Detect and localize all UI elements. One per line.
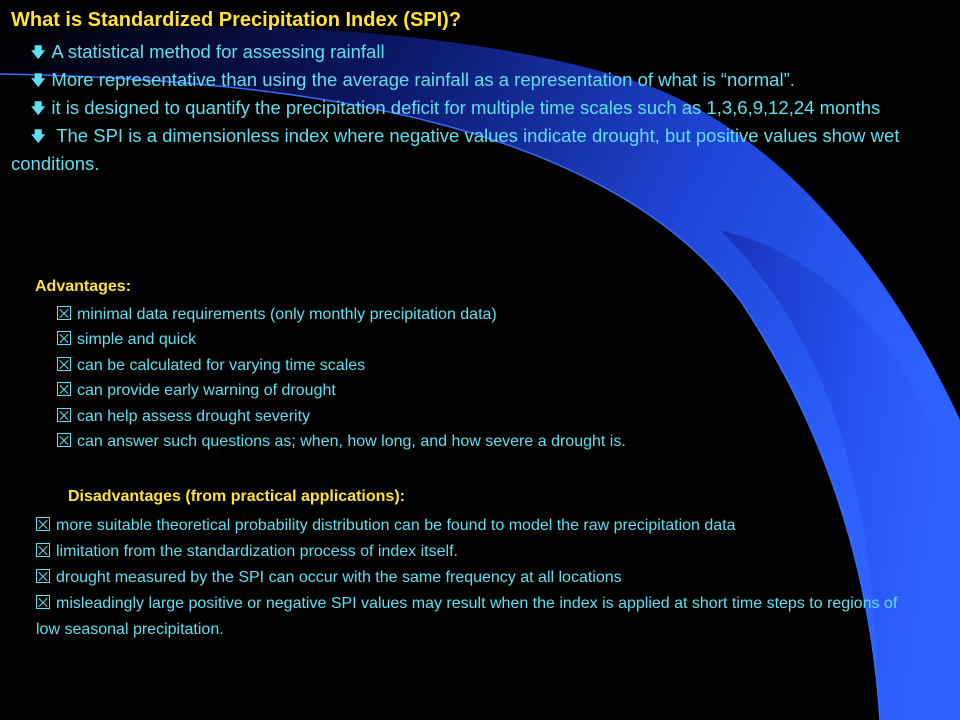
advantages-list — [57, 302, 626, 454]
advantage-item: simple and quick — [57, 327, 626, 352]
arrow-down-icon: 🡇 — [31, 128, 46, 144]
arrow-down-icon: 🡇 — [31, 72, 46, 88]
boxed-star-icon — [57, 331, 71, 345]
bullet-item: 🡇 it is designed to quantify the precipitation deficit for multiple time scales such as 1,3,6,9,12,24 months — [11, 94, 941, 122]
advantage-item: can provide early warning of drought — [57, 378, 626, 403]
boxed-star-icon — [57, 306, 71, 320]
boxed-star-icon — [36, 595, 50, 609]
boxed-star-icon — [36, 569, 50, 583]
advantage-item: can answer such questions as; when, how long, and how severe a drought is. — [57, 429, 626, 454]
arrow-down-icon: 🡇 — [31, 100, 46, 116]
disadvantage-item: drought measured by the SPI can occur with the same frequency at all locations — [36, 565, 916, 591]
boxed-star-icon — [57, 382, 71, 396]
boxed-star-icon — [36, 517, 50, 531]
advantage-item: can be calculated for varying time scales — [57, 353, 626, 378]
bullet-item: 🡇 The SPI is a dimensionless index where negative values indicate drought, but positive values show wet conditions. — [11, 125, 900, 174]
advantages-heading: Advantages: — [35, 278, 132, 295]
boxed-star-icon — [57, 357, 71, 371]
disadvantage-item: misleadingly large positive or negative SPI values may result when the index is applied at short time steps to regions of low seasonal precipitation. — [36, 595, 898, 638]
main-bullet-list — [11, 38, 941, 177]
disadvantages-list — [36, 513, 916, 643]
boxed-star-icon — [36, 543, 50, 557]
boxed-star-icon — [57, 408, 71, 422]
arrow-down-icon: 🡇 — [31, 44, 46, 60]
slide-title: What is Standardized Precipitation Index (SPI)? — [11, 9, 462, 31]
disadvantage-item: more suitable theoretical probability distribution can be found to model the raw precipitation data — [36, 513, 916, 539]
boxed-star-icon — [57, 433, 71, 447]
disadvantage-item: limitation from the standardization process of index itself. — [36, 539, 916, 565]
advantage-item: minimal data requirements (only monthly precipitation data) — [57, 302, 626, 327]
bullet-item: 🡇 A statistical method for assessing rainfall — [11, 38, 941, 66]
disadvantages-heading: Disadvantages (from practical applications): — [68, 488, 405, 505]
advantage-item: can help assess drought severity — [57, 404, 626, 429]
bullet-item: 🡇 More representative than using the average rainfall as a representation of what is “normal”. — [11, 66, 941, 94]
